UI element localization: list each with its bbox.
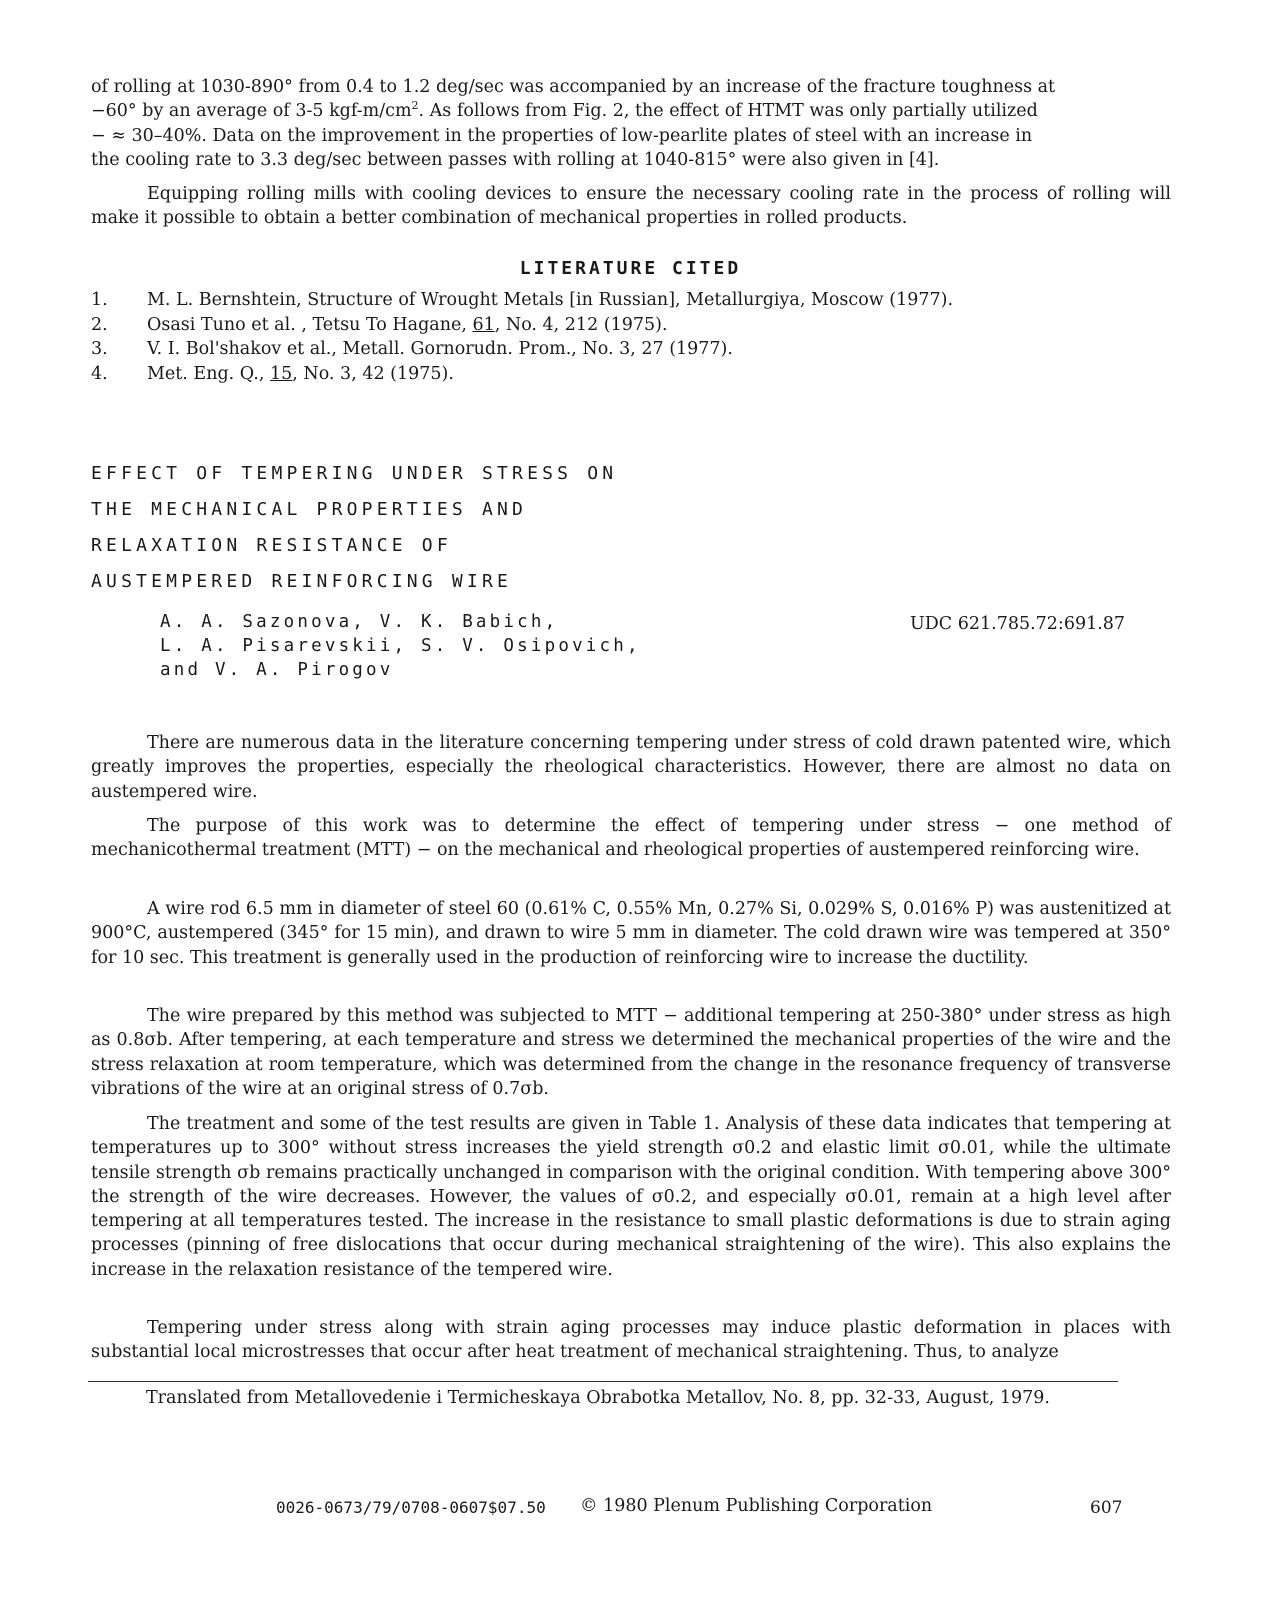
article-code: 0026-0673/79/0708-0607$07.50 xyxy=(276,1498,546,1517)
udc-code: UDC 621.785.72:691.87 xyxy=(910,614,1126,634)
translation-note: Translated from Metallovedenie i Termicheskaya Obrabotka Metallov, No. 8, pp. 32-33, August, 1979. xyxy=(146,1388,1050,1408)
carryover-line-1: of rolling at 1030-890° from 0.4 to 1.2 deg/sec was accompanied by an increase of the fracture toughness at xyxy=(91,77,1056,97)
carryover-line-2: −60° by an average of 3-5 kgf-$m/cm^2$. As follows from Fig. 2, the effect of HTMT was only partially utilized xyxy=(91,99,1038,122)
title-line-1: EFFECT OF TEMPERING UNDER STRESS ON xyxy=(91,463,618,484)
reference-item: 3. V. I. Bol'shakov et al., Metall. Gornorudn. Prom., No. 3, 27 (1977). xyxy=(91,339,733,359)
conclusion-paragraph: Equipping rolling mills with cooling devices to ensure the necessary cooling rate in the process of rolling will make it possible to obtain a better combination of mechanical properties in rolled products. xyxy=(91,184,1171,229)
carryover-line-4: the cooling rate to 3.3 deg/sec between passes with rolling at 1040-815° were also given in [4]. xyxy=(91,149,940,170)
carryover-paragraph xyxy=(91,75,1171,172)
reference-item: 2. Osasi Tuno et al. , Tetsu To Hagane, 61, No. 4, 212 (1975). xyxy=(91,314,668,335)
copyright-notice: © 1980 Plenum Publishing Corporation xyxy=(580,1496,933,1516)
footnote-rule xyxy=(88,1381,1118,1382)
reference-list xyxy=(91,288,1171,386)
body-paragraph-4: The wire prepared by this method was subjected to MTT − additional tempering at 250-380° under stress as high as 0.8σb. After tempering, at each temperature and stress we determined the mechanical properties of the wire and the stress relaxation at room temperature, which was determined from the change in the resonance frequency of transverse vibrations of the wire at an original stress of 0.7σb. xyxy=(91,1006,1171,1099)
body-paragraph-3: A wire rod 6.5 mm in diameter of steel 60 (0.61% C, 0.55% Mn, 0.27% Si, 0.029% S, 0.016% P) was austenitized at 900°C, austempered (345° for 15 min), and drawn to wire 5 mm in diameter. The cold drawn wire was tempered at 350° for 10 sec. This treatment is generally used in the production of reinforcing wire to increase the ductility. xyxy=(91,899,1171,968)
body-paragraph-6: Tempering under stress along with strain aging processes may induce plastic deformation in places with substantial local microstresses that occur after heat treatment of mechanical straightening. Thus, to analyze xyxy=(91,1318,1171,1363)
author-line: and V. A. Pirogov xyxy=(160,660,394,680)
body-paragraph-1: There are numerous data in the literature concerning tempering under stress of cold drawn patented wire, which greatly improves the properties, especially the rheological characteristics. However, there are almost no data on austempered wire. xyxy=(91,733,1171,802)
author-line: A. A. Sazonova, V. K. Babich, xyxy=(160,612,559,632)
literature-cited-heading: LITERATURE CITED xyxy=(519,258,742,279)
title-line-4: AUSTEMPERED REINFORCING WIRE xyxy=(91,571,513,592)
reference-item: 1. M. L. Bernshtein, Structure of Wrought Metals [in Russian], Metallurgiya, Moscow (1977). xyxy=(91,290,954,310)
carryover-line-3: − ≈ 30–40%. Data on the improvement in the properties of low-pearlite plates of steel with an increase in xyxy=(91,125,1033,146)
title-line-3: RELAXATION RESISTANCE OF xyxy=(91,535,452,556)
page-number: 607 xyxy=(1090,1498,1123,1518)
article-title xyxy=(91,456,617,600)
reference-item: 4. Met. Eng. Q., 15, No. 3, 42 (1975). xyxy=(91,363,454,384)
body-paragraph-2: The purpose of this work was to determine the effect of tempering under stress − one method of mechanicothermal treatment (MTT) − on the mechanical and rheological properties of austempered reinforcing wire. xyxy=(91,816,1171,861)
author-list xyxy=(160,610,641,682)
title-line-2: THE MECHANICAL PROPERTIES AND xyxy=(91,499,528,520)
author-line: L. A. Pisarevskii, S. V. Osipovich, xyxy=(160,636,641,656)
body-paragraph-5: The treatment and some of the test results are given in Table 1. Analysis of these data indicates that tempering at temperatures up to 300° without stress increases the yield strength σ0.2 and elastic limit σ0.01, while the ultimate tensile strength σb remains practically unchanged in comparison with the original condition. With tempering above 300° the strength of the wire decreases. However, the values of σ0.2, and especially σ0.01, remain at a high level after tempering at all temperatures tested. The increase in the resistance to small plastic deformations is due to strain aging processes (pinning of free dislocations that occur during mechanical straightening of the wire). This also explains the increase in the relaxation resistance of the tempered wire. xyxy=(91,1114,1171,1280)
